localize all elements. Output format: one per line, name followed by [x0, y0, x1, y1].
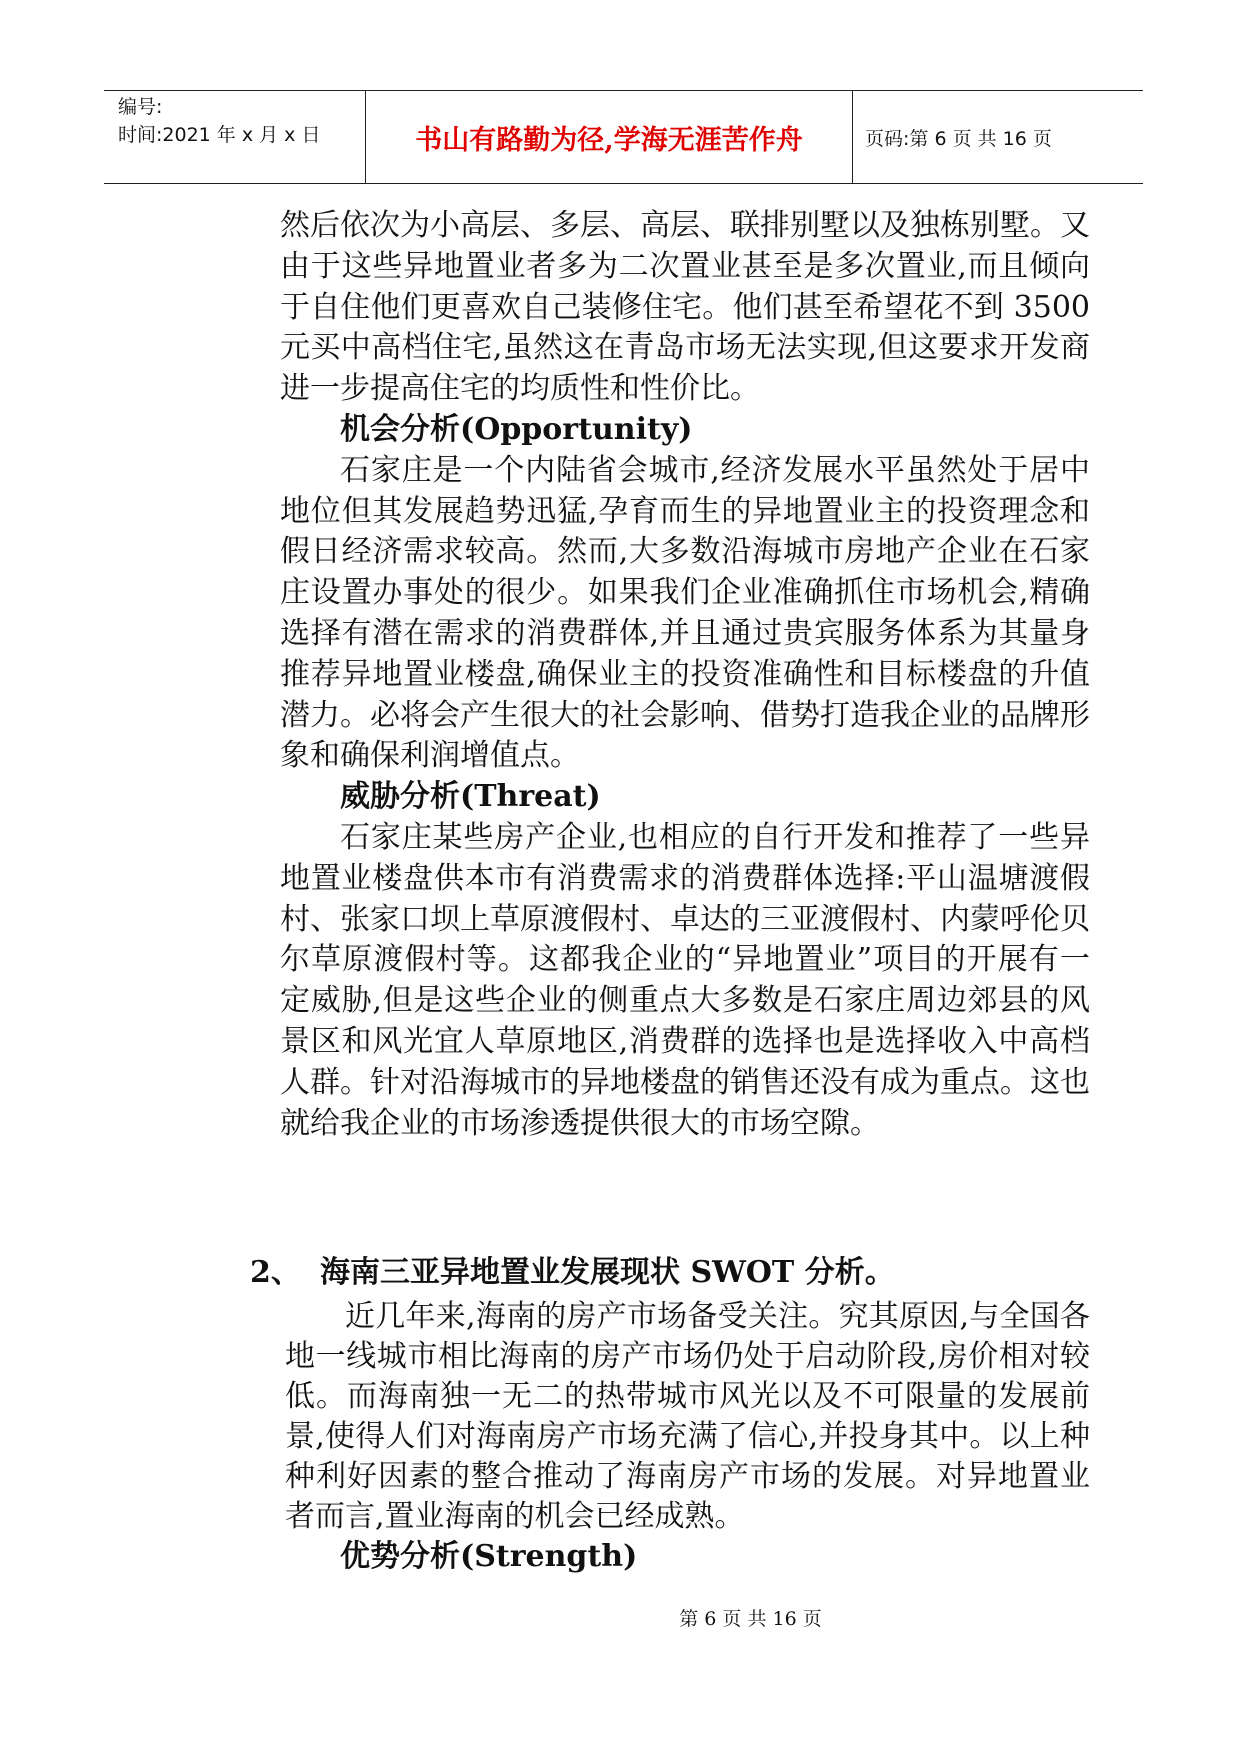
header-motto: 书山有路勤为径,学海无涯苦作舟 — [366, 91, 853, 183]
header-meta-cell — [104, 91, 366, 183]
strength-heading: 优势分析(Strength) — [340, 1539, 638, 1574]
page-footer — [0, 1604, 1241, 1631]
document-header — [104, 90, 1143, 184]
opportunity-paragraph: 石家庄是一个内陆省会城市,经济发展水平虽然处于居中地位但其发展趋势迅猛,孕育而生的异地置业主的投资理念和假日经济需求较高。然而,大多数沿海城市房地产企业在石家庄设置办事处的很少。如果我们企业准确抓住市场机会,精确选择有潜在需求的消费群体,并且通过贵宾服务体系为其量身推荐异地置业楼盘,确保业主的投资准确性和目标楼盘的升值潜力。必将会产生很大的社会影响、借势打造我企业的品牌形象和确保利润增值点。 — [280, 452, 1090, 774]
header-page-info: 页码:第 6 页 共 16 页 — [865, 127, 1052, 150]
section-2-content — [285, 1297, 1090, 1578]
paragraph-continuation: 然后依次为小高层、多层、高层、联排别墅以及独栋别墅。又由于这些异地置业者多为二次置业甚至是多次置业,而且倾向于自住他们更喜欢自己装修住宅。他们甚至希望花不到 3500 元买中高档住宅,虽然这在青岛市场无法实现,但这要求开发商进一步提高住宅的均质性和性价比。 — [280, 208, 1090, 407]
footer-page-number: 第 6 页 共 16 页 — [679, 1608, 822, 1630]
opportunity-heading: 机会分析(Opportunity) — [340, 411, 693, 447]
number-label: 编号: — [118, 96, 163, 118]
threat-heading: 威胁分析(Threat) — [340, 779, 601, 815]
time-label: 时间:2021 年 x 月 x 日 — [118, 124, 321, 146]
threat-paragraph: 石家庄某些房产企业,也相应的自行开发和推荐了一些异地置业楼盘供本市有消费需求的消费群体选择:平山温塘渡假村、张家口坝上草原渡假村、卓达的三亚渡假村、内蒙呼伦贝尔草原渡假村等。这都我企业的“异地置业”项目的开展有一定威胁,但是这些企业的侧重点大多数是石家庄周边郊县的风景区和风光宜人草原地区,消费群的选择也是选择收入中高档人群。针对沿海城市的异地楼盘的销售还没有成为重点。这也就给我企业的市场渗透提供很大的市场空隙。 — [280, 819, 1090, 1141]
section-2-heading — [250, 1253, 1090, 1293]
section-2-paragraph: 近几年来,海南的房产市场备受关注。究其原因,与全国各地一线城市相比海南的房产市场仍处于启动阶段,房价相对较低。而海南独一无二的热带城市风光以及不可限量的发展前景,使得人们对海南房产市场充满了信心,并投身其中。以上种种利好因素的整合推动了海南房产市场的发展。对异地置业者而言,置业海南的机会已经成熟。 — [285, 1299, 1090, 1534]
main-content — [280, 206, 1090, 1144]
section-title: 海南三亚异地置业发展现状 SWOT 分析。 — [320, 1255, 895, 1290]
section-number: 2、 — [250, 1255, 301, 1290]
